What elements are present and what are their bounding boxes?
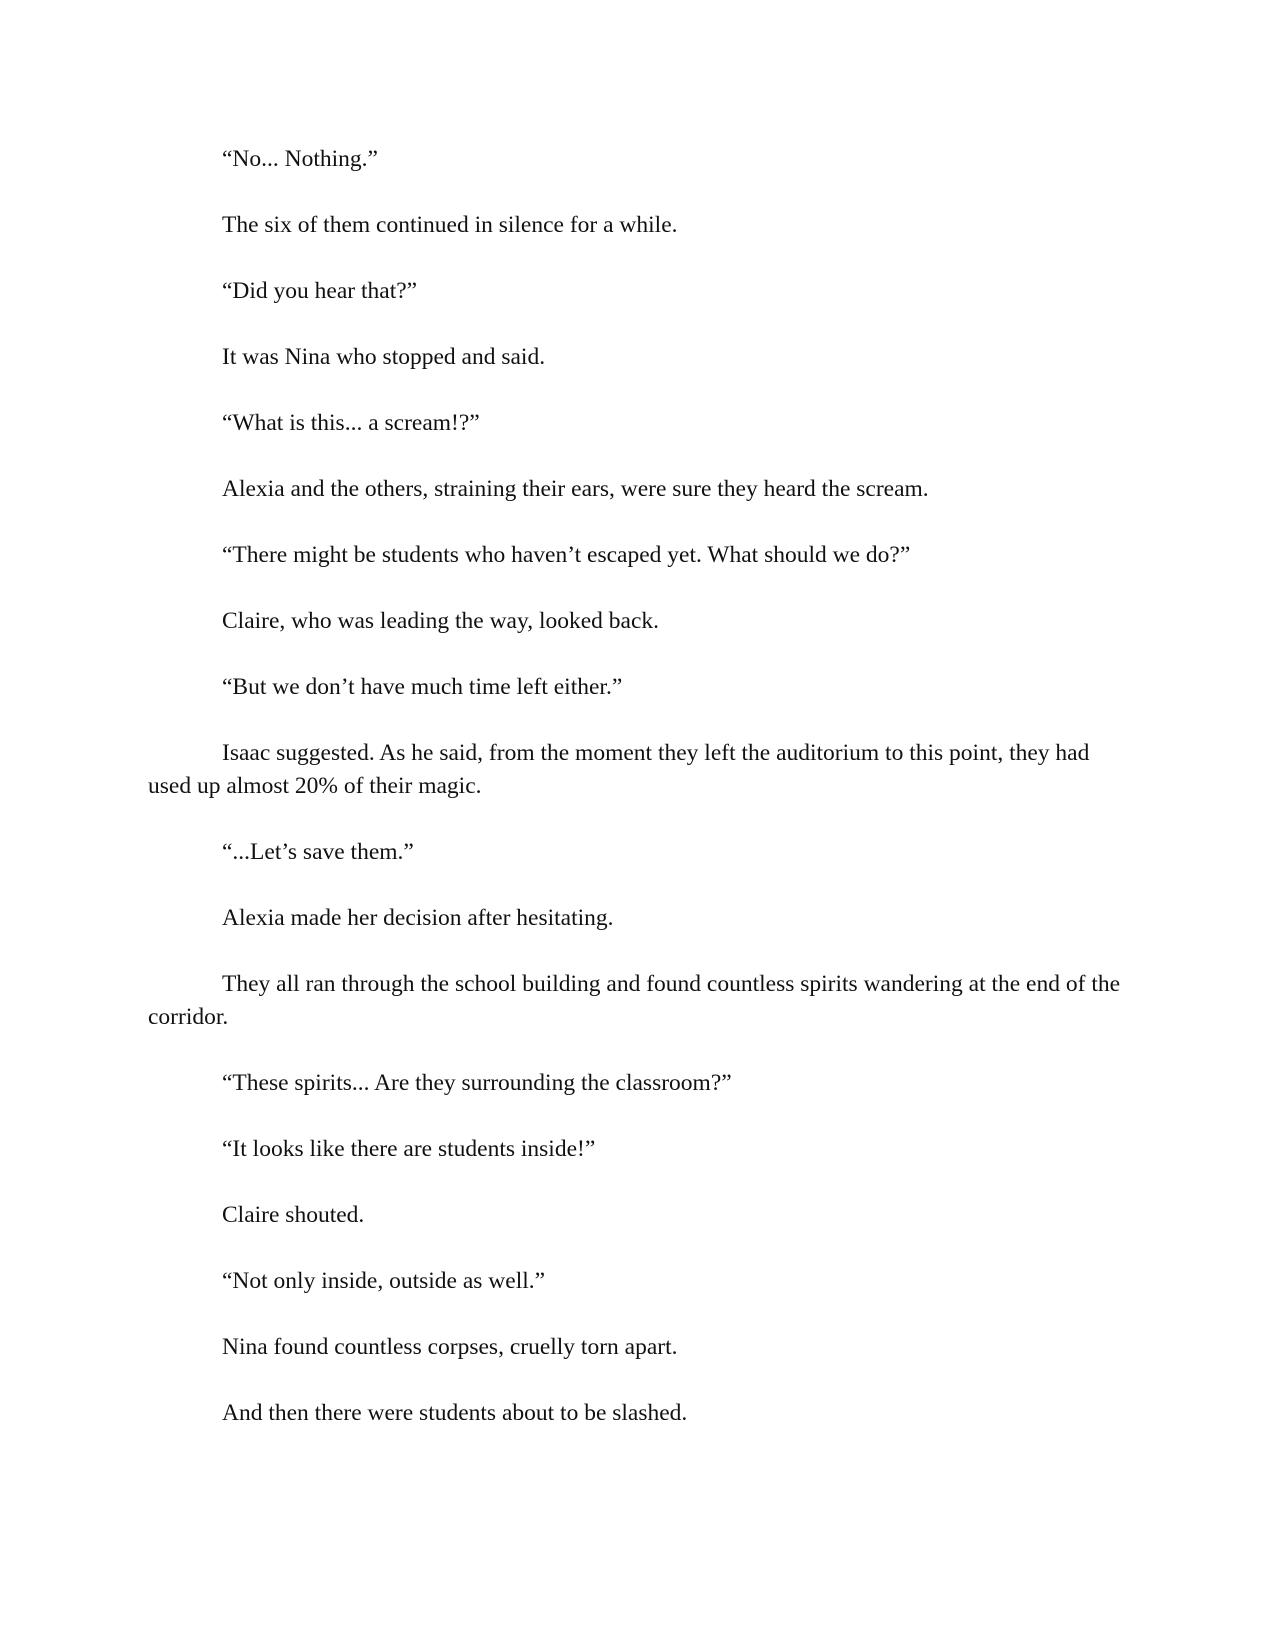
paragraph-6: Alexia and the others, straining their ears, were sure they heard the scream. [222, 476, 929, 502]
paragraph-15: “It looks like there are students inside!” [222, 1136, 596, 1162]
paragraph-2: The six of them continued in silence for a while. [222, 212, 678, 238]
paragraph-8: Claire, who was leading the way, looked back. [222, 608, 660, 634]
paragraph-17: “Not only inside, outside as well.” [222, 1268, 546, 1294]
paragraph-5: “What is this... a scream!?” [222, 410, 480, 436]
paragraph-19: And then there were students about to be slashed. [222, 1400, 688, 1426]
paragraph-10: Isaac suggested. As he said, from the moment they left the auditorium to this point, they had used up almost 20% of their magic. [148, 740, 1090, 799]
paragraph-4: It was Nina who stopped and said. [222, 344, 546, 370]
paragraph-12: Alexia made her decision after hesitating. [222, 905, 614, 931]
paragraph-7: “There might be students who haven’t escaped yet. What should we do?” [222, 542, 911, 568]
paragraph-1: “No... Nothing.” [222, 146, 378, 172]
paragraph-9: “But we don’t have much time left either.” [222, 674, 623, 700]
paragraph-3: “Did you hear that?” [222, 278, 418, 304]
paragraph-14: “These spirits... Are they surrounding the classroom?” [222, 1070, 732, 1096]
paragraph-13: They all ran through the school building and found countless spirits wandering at the end of the corridor. [148, 971, 1121, 1030]
paragraph-16: Claire shouted. [222, 1202, 365, 1228]
paragraph-18: Nina found countless corpses, cruelly torn apart. [222, 1334, 678, 1360]
paragraph-11: “...Let’s save them.” [222, 839, 414, 865]
body-text [148, 143, 1123, 1463]
